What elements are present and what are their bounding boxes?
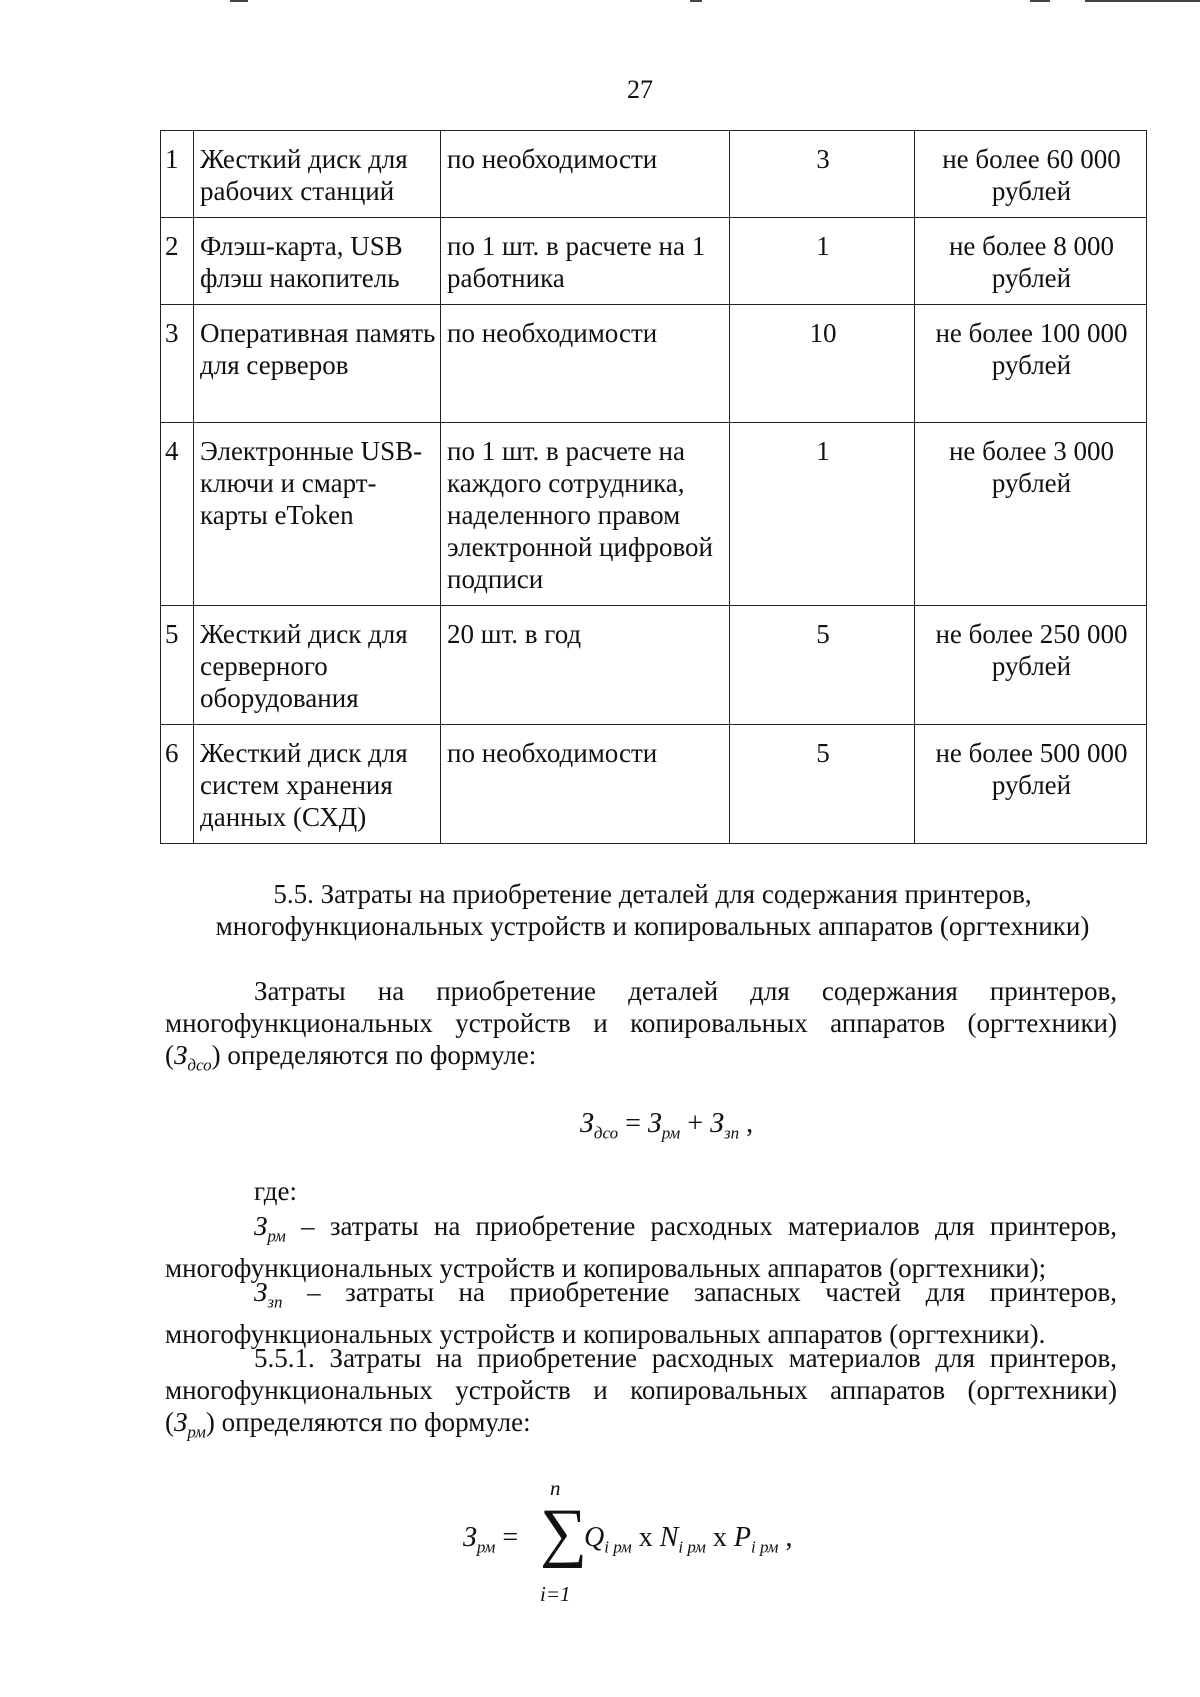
cost-symbol: $З_{рм}$: [174, 1407, 206, 1442]
table-row: [161, 423, 1147, 606]
item-norm-cell: по 1 шт. в расчете на каждого сотрудника, наделенного правом электронной цифровой подписи: [441, 423, 730, 606]
intro-line-1: Затраты на приобретение деталей для содержания принтеров,: [254, 976, 1117, 1006]
subsection-line-2: многофункциональных устройств и копировальных аппаратов (оргтехники): [165, 1375, 1117, 1405]
item-price-cell: не более 100 000 рублей: [915, 305, 1147, 423]
sum-lhs: $З_{рм}$ =: [463, 1522, 519, 1557]
table-row: [161, 606, 1147, 725]
table-row: [161, 131, 1147, 218]
definition-zp-line-1: $З_{зп}$ – затраты на приобретение запасных частей для принтеров,: [254, 1277, 1117, 1312]
item-name-cell: Оперативная память для серверов: [194, 305, 441, 423]
item-price-cell: не более 8 000 рублей: [915, 218, 1147, 305]
item-price-cell: не более 250 000 рублей: [915, 606, 1147, 725]
subsection-paragraph: [165, 1342, 1117, 1448]
section-heading-line: 5.5. Затраты на приобретение деталей для содержания принтеров,: [273, 879, 1032, 909]
item-quantity-cell: 1: [730, 423, 915, 606]
table-row: [161, 305, 1147, 423]
intro-line-2: многофункциональных устройств и копировальных аппаратов (оргтехники): [165, 1008, 1117, 1038]
intro-paragraph: [165, 975, 1117, 1081]
scan-edge-mark: [230, 0, 248, 2]
equipment-table: [160, 130, 1147, 844]
definition-rm-line-2: многофункциональных устройств и копировальных аппаратов (оргтехники);: [165, 1253, 1047, 1284]
item-name-cell: Электронные USB-ключи и смарт-карты eToken: [194, 423, 441, 606]
item-norm-cell: по необходимости: [441, 131, 730, 218]
section-heading: [170, 878, 1135, 942]
sum-upper-limit: n: [550, 1476, 561, 1500]
item-name-cell: Флэш-карта, USB флэш накопитель: [194, 218, 441, 305]
item-name-cell: Жесткий диск для систем хранения данных (СХД): [194, 725, 441, 844]
scan-edge-mark: [1030, 0, 1050, 2]
scan-edge-mark: [1085, 0, 1200, 2]
item-norm-cell: по необходимости: [441, 725, 730, 844]
sum-lower-limit: i=1: [540, 1582, 571, 1606]
item-price-cell: не более 500 000 рублей: [915, 725, 1147, 844]
item-quantity-cell: 3: [730, 131, 915, 218]
cost-symbol: $З_{рм}$: [254, 1211, 286, 1246]
definition-rm: [165, 1210, 1117, 1284]
row-number-cell: 1: [161, 131, 194, 218]
definition-rm-line-1: $З_{рм}$ – затраты на приобретение расходных материалов для принтеров,: [254, 1211, 1118, 1246]
row-number-cell: 4: [161, 423, 194, 606]
item-norm-cell: по 1 шт. в расчете на 1 работника: [441, 218, 730, 305]
item-norm-cell: 20 шт. в год: [441, 606, 730, 725]
row-number-cell: 2: [161, 218, 194, 305]
cost-symbol: $З_{дсо}$: [174, 1040, 212, 1075]
row-number-cell: 3: [161, 305, 194, 423]
intro-line-3: $(З_{дсо})$ определяются по формуле:: [165, 1040, 537, 1075]
row-number-cell: 5: [161, 606, 194, 725]
where-label: где:: [254, 1176, 297, 1206]
item-quantity-cell: 5: [730, 606, 915, 725]
item-name-cell: Жесткий диск для серверного оборудования: [194, 606, 441, 725]
subsection-line-3: $(З_{рм})$ определяются по формуле:: [165, 1407, 531, 1442]
item-quantity-cell: 5: [730, 725, 915, 844]
definition-zp-line-2: многофункциональных устройств и копировальных аппаратов (оргтехники).: [165, 1319, 1046, 1350]
table-row: [161, 218, 1147, 305]
item-price-cell: не более 3 000 рублей: [915, 423, 1147, 606]
subsection-line-1: 5.5.1. Затраты на приобретение расходных материалов для принтеров,: [254, 1343, 1117, 1373]
page-number: 27: [627, 75, 653, 104]
item-quantity-cell: 10: [730, 305, 915, 423]
cost-symbol: $З_{зп}$: [254, 1277, 283, 1312]
sum-terms: $Q_{i рм}$ x $N_{i рм}$ x $P_{i рм}$ ,: [584, 1522, 793, 1557]
definition-zp: [165, 1276, 1117, 1350]
section-heading-line: многофункциональных устройств и копировальных аппаратов (оргтехники): [215, 911, 1090, 941]
item-norm-cell: по необходимости: [441, 305, 730, 423]
formula-total-cost: $З_{дсо} = З_{рм} + З_{зп}$ ,: [580, 1108, 754, 1143]
sigma-symbol: ∑: [540, 1496, 588, 1569]
item-price-cell: не более 60 000 рублей: [915, 131, 1147, 218]
scan-edge-mark: [690, 0, 702, 2]
table-row: [161, 725, 1147, 844]
item-quantity-cell: 1: [730, 218, 915, 305]
item-name-cell: Жесткий диск для рабочих станций: [194, 131, 441, 218]
row-number-cell: 6: [161, 725, 194, 844]
